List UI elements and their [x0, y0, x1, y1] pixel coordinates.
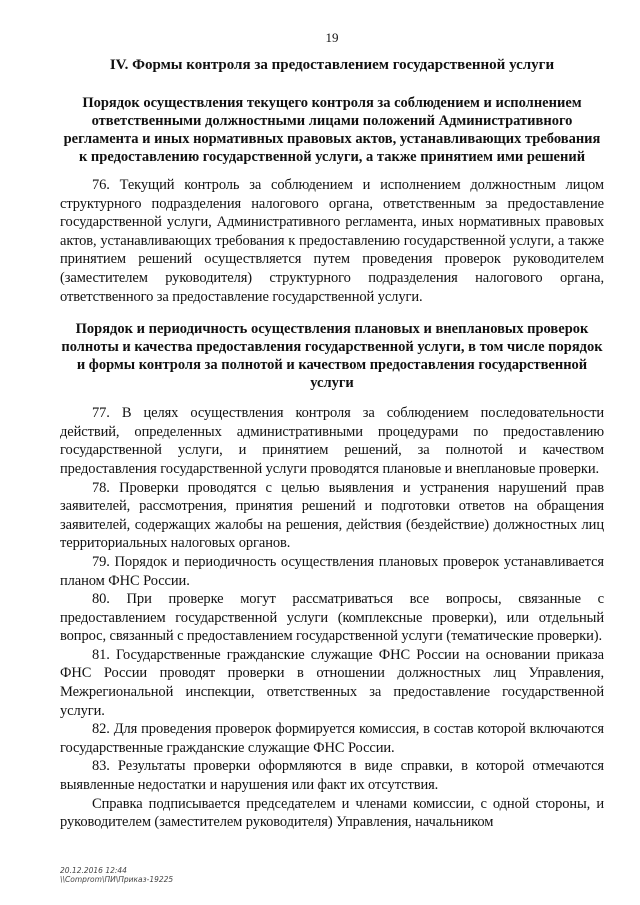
page-number: 19 [325, 30, 339, 45]
subheading-current-control: Порядок осуществления текущего контроля за соблюдением и исполнением ответственными должностными лицами положений Административного регламента и иных нормативных правовых актов, устанавливающих требования к предоставлению государственной услуги, а также принятием ими решений [63, 95, 601, 165]
section-title: IV. Формы контроля за предоставлением государственной услуги [109, 57, 555, 73]
paragraph-83-continued: Справка подписывается председателем и членами комиссии, с одной стороны, и руководителем (заместителем руководителя) Управления, начальником [60, 795, 604, 831]
paragraph-79: 79. Порядок и периодичность осуществления плановых проверок устанавливается планом ФНС России. [60, 553, 604, 589]
footer-file-path: \\Comprom\ПИ\Приказ-19225 [60, 875, 174, 884]
paragraph-78: 78. Проверки проводятся с целью выявления и устранения нарушений прав заявителей, рассмотрения, принятия решений и подготовки ответов на обращения заявителей, содержащих жалобы на решения, действия (бездействие) должностных лиц территориальных налоговых органов. [60, 479, 604, 552]
paragraph-83: 83. Результаты проверки оформляются в виде справки, в которой отмечаются выявленные недостатки и нарушения или факт их отсутствия. [60, 758, 604, 794]
paragraph-82: 82. Для проведения проверок формируется комиссия, в состав которой включаются государственные гражданские служащие ФНС России. [60, 721, 604, 756]
subheading-inspections: Порядок и периодичность осуществления плановых и внеплановых проверок полноты и качества предоставления государственной услуги, в том числе порядок и формы контроля за полнотой и качеством предоставления государственной услуги [61, 321, 603, 392]
document-footer [60, 866, 173, 884]
paragraph-80: 80. При проверке могут рассматриваться все вопросы, связанные с предоставлением государственной услуги (комплексные проверки), или отдельный вопрос, связанный с предоставлением государственной услуги (тематические проверки). [60, 591, 604, 645]
paragraph-81: 81. Государственные гражданские служащие ФНС России на основании приказа ФНС России проводят проверки в отношении должностных лиц Управления, Межрегиональной инспекции, ответственных за предоставление государственной услуги. [60, 646, 604, 719]
paragraph-76: 76. Текущий контроль за соблюдением и исполнением должностным лицом структурного подразделения налогового органа, ответственным за предоставление государственной услуги, Административного регламента, иных нормативных правовых актов, устанавливающих требования к предоставлению государственной услуги, а также принятием решений осуществляется путем проведения проверок руководителем (заместителем руководителя) структурного подразделения налогового органа, ответственного за предоставление государственной услуги. [60, 177, 604, 305]
paragraph-77: 77. В целях осуществления контроля за соблюдением последовательности действий, определенных административными процедурами по предоставлению государственной услуги, и принятием решений, за полнотой и качеством предоставления государственной услуги проводятся плановые и внеплановые проверки. [60, 405, 604, 477]
footer-timestamp: 20.12.2016 12:44 [60, 866, 127, 875]
